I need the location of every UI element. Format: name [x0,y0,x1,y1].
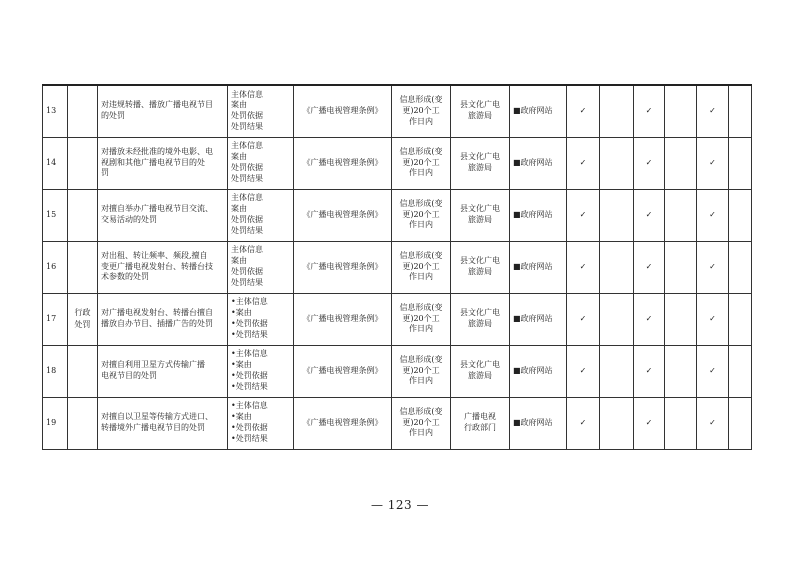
square-bullet-icon: ■ [513,365,521,375]
basis-text: 《广播电视管理条例》 [302,157,383,167]
channel-text: 政府网站 [520,157,553,167]
subject-line: 县文化广电 [460,256,500,266]
table-body [43,85,752,449]
time-line: 作日内 [409,272,433,282]
category-cell [68,189,98,241]
table-row [43,345,752,397]
check-cell [567,85,600,137]
check-cell [729,137,752,189]
table-row [43,137,752,189]
item-line: 对出租、转让频率、频段,擅自 [101,250,208,260]
basis-text: 《广播电视管理条例》 [302,417,383,427]
time-cell [392,345,451,397]
row-number-cell [43,85,68,137]
checkmark-icon: ✓ [579,157,587,167]
subject-line: 县文化广电 [460,152,500,162]
content-line: •案由 [231,360,252,370]
subject-cell [451,345,510,397]
square-bullet-icon: ■ [513,209,521,219]
time-line: 更)20个工 [402,261,440,271]
time-line: 信息形成(变 [399,146,443,156]
subject-line: 广播电视 [464,412,496,422]
content-line: 主体信息 [231,193,263,203]
time-line: 信息形成(变 [399,95,443,105]
subject-line: 旅游局 [468,267,492,276]
row-number: 18 [46,365,57,375]
basis-text: 《广播电视管理条例》 [302,261,383,271]
item-line: 变更广播电视发射台、转播台技 [101,261,213,271]
subject-cell [451,85,510,137]
channel-text: 政府网站 [520,105,553,115]
check-cell [600,293,634,345]
item-cell [98,293,228,345]
subject-line: 旅游局 [468,215,492,224]
check-cell [729,293,752,345]
item-line: 对播放未经批准的境外电影、电 [101,146,213,156]
time-cell [392,85,451,137]
check-cell [665,189,697,241]
check-cell [697,137,729,189]
check-cell [634,241,665,293]
time-line: 作日内 [409,324,433,334]
time-line: 更)20个工 [402,417,440,427]
time-line: 更)20个工 [402,365,440,375]
checkmark-icon: ✓ [579,105,587,115]
basis-cell [294,241,392,293]
check-cell [600,345,634,397]
check-cell [665,137,697,189]
content-line: 案由 [231,152,247,162]
subject-cell [451,241,510,293]
content-line: •处罚依据 [231,423,268,432]
time-line: 更)20个工 [402,209,440,219]
channel-text: 政府网站 [520,365,553,375]
basis-text: 《广播电视管理条例》 [302,313,383,323]
check-cell [697,241,729,293]
channel-text: 政府网站 [520,209,553,219]
check-cell [634,189,665,241]
check-cell [697,189,729,241]
time-cell [392,241,451,293]
item-line: 对擅自以卫星等传输方式进口、 [101,412,213,422]
time-line: 作日内 [409,116,433,126]
item-line: 的处罚 [101,111,125,121]
page-number: — 123 — [370,498,430,512]
check-cell [567,137,600,189]
checkmark-icon: ✓ [709,417,716,427]
basis-cell [294,397,392,449]
subject-line: 县文化广电 [460,204,500,214]
content-line: •主体信息 [231,349,268,359]
checkmark-icon: ✓ [709,261,716,271]
subject-cell [451,397,510,449]
content-line: 案由 [231,256,247,266]
subject-cell [451,137,510,189]
time-cell [392,189,451,241]
content-line: 案由 [231,204,247,214]
subject-line: 县文化广电 [460,360,500,370]
time-line: 信息形成(变 [399,250,443,260]
checkmark-icon: ✓ [579,313,587,323]
time-line: 作日内 [409,220,433,230]
item-line: 罚 [101,168,109,178]
item-cell [98,345,228,397]
row-number: 16 [46,261,57,271]
content-line: 处罚依据 [231,215,263,224]
item-line: 电视节目的处罚 [101,371,157,380]
content-line: 处罚结果 [231,173,263,183]
checkmark-icon: ✓ [645,209,653,219]
subject-line: 县文化广电 [460,100,500,110]
check-cell [729,241,752,293]
category-cell [68,85,98,137]
channel-cell [510,189,567,241]
checkmark-icon: ✓ [645,365,653,375]
time-cell [392,293,451,345]
channel-cell [510,241,567,293]
table-row [43,241,752,293]
content-line: •处罚结果 [231,329,268,339]
square-bullet-icon: ■ [513,261,521,271]
time-line: 更)20个工 [402,313,440,323]
row-number: 15 [46,209,57,219]
time-line: 作日内 [409,428,433,438]
checkmark-icon: ✓ [709,313,716,323]
checkmark-icon: ✓ [645,313,653,323]
check-cell [567,397,600,449]
subject-line: 旅游局 [468,319,492,328]
basis-cell [294,345,392,397]
time-line: 更)20个工 [402,157,440,167]
table-row [43,85,752,137]
checkmark-icon: ✓ [645,417,653,427]
content-line: •主体信息 [231,297,268,307]
content-cell [228,293,294,345]
content-cell [228,189,294,241]
time-line: 信息形成(变 [399,406,443,416]
time-cell [392,397,451,449]
basis-cell [294,137,392,189]
content-line: 处罚依据 [231,111,263,121]
channel-cell [510,137,567,189]
checkmark-icon: ✓ [709,365,716,375]
item-line: 交易活动的处罚 [101,215,157,224]
check-cell [665,241,697,293]
channel-text: 政府网站 [520,417,553,427]
check-cell [697,397,729,449]
category-label: 行政处罚 [74,308,91,329]
content-line: 处罚结果 [231,122,263,132]
disclosure-table [42,84,752,450]
item-line: 转播境外广播电视节目的处罚 [101,423,205,432]
content-line: •处罚依据 [231,319,268,328]
item-line: 对违规转播、播放广播电视节目 [101,100,213,110]
time-line: 信息形成(变 [399,302,443,312]
content-line: •处罚结果 [231,381,268,391]
item-cell [98,85,228,137]
content-line: •案由 [231,308,252,318]
content-cell [228,85,294,137]
check-cell [729,345,752,397]
content-cell [228,137,294,189]
square-bullet-icon: ■ [513,313,521,323]
channel-cell [510,85,567,137]
time-cell [392,137,451,189]
content-line: •主体信息 [231,401,268,411]
check-cell [634,397,665,449]
channel-text: 政府网站 [520,261,553,271]
check-cell [697,85,729,137]
checkmark-icon: ✓ [579,261,587,271]
category-cell [68,137,98,189]
item-line: 对擅自举办广播电视节目交流、 [101,204,213,214]
checkmark-icon: ✓ [645,157,653,167]
check-cell [729,397,752,449]
content-line: 处罚依据 [231,163,263,172]
time-line: 作日内 [409,376,433,386]
time-line: 更)20个工 [402,105,440,115]
check-cell [665,397,697,449]
content-line: •处罚依据 [231,371,268,380]
item-line: 对广播电视发射台、转播台擅自 [101,308,213,318]
content-cell [228,241,294,293]
check-cell [600,397,634,449]
subject-cell [451,189,510,241]
table-row [43,397,752,449]
channel-cell [510,397,567,449]
item-line: 播放自办节目、插播广告的处罚 [101,319,213,328]
time-line: 作日内 [409,168,433,178]
row-number-cell [43,293,68,345]
item-line: 对擅自利用卫星方式传输广播 [101,360,205,370]
checkmark-icon: ✓ [709,105,716,115]
check-cell [634,137,665,189]
time-line: 信息形成(变 [399,354,443,364]
row-number-cell [43,137,68,189]
basis-cell [294,293,392,345]
checkmark-icon: ✓ [579,417,587,427]
square-bullet-icon: ■ [513,157,521,167]
check-cell [567,345,600,397]
time-line: 信息形成(变 [399,198,443,208]
content-line: 主体信息 [231,89,263,99]
subject-line: 旅游局 [468,371,492,380]
row-number: 13 [46,105,57,115]
square-bullet-icon: ■ [513,417,521,427]
check-cell [665,293,697,345]
channel-cell [510,293,567,345]
checkmark-icon: ✓ [709,209,716,219]
check-cell [729,189,752,241]
basis-text: 《广播电视管理条例》 [302,105,383,115]
basis-cell [294,85,392,137]
check-cell [567,189,600,241]
row-number: 19 [46,417,57,427]
check-cell [697,345,729,397]
item-cell [98,397,228,449]
check-cell [600,189,634,241]
category-cell [68,293,98,345]
row-number: 17 [46,313,57,323]
content-line: •案由 [231,412,252,422]
checkmark-icon: ✓ [579,365,587,375]
check-cell [600,137,634,189]
row-number-cell [43,241,68,293]
subject-cell [451,293,510,345]
check-cell [634,85,665,137]
content-line: •处罚结果 [231,433,268,443]
channel-cell [510,345,567,397]
check-cell [600,241,634,293]
check-cell [697,293,729,345]
checkmark-icon: ✓ [709,157,716,167]
table-row [43,293,752,345]
subject-line: 县文化广电 [460,308,500,318]
category-cell [68,397,98,449]
check-cell [567,241,600,293]
checkmark-icon: ✓ [645,105,653,115]
square-bullet-icon: ■ [513,105,521,115]
row-number-cell [43,189,68,241]
subject-line: 行政部门 [464,423,496,432]
basis-text: 《广播电视管理条例》 [302,365,383,375]
subject-line: 旅游局 [468,163,492,172]
row-number-cell [43,345,68,397]
content-line: 处罚结果 [231,225,263,235]
basis-text: 《广播电视管理条例》 [302,209,383,219]
content-line: 处罚依据 [231,267,263,276]
item-cell [98,241,228,293]
check-cell [600,85,634,137]
item-cell [98,137,228,189]
table-row [43,189,752,241]
check-cell [634,345,665,397]
category-cell [68,241,98,293]
content-line: 处罚结果 [231,277,263,287]
item-line: 视剧和其他广播电视节目的处 [101,157,205,167]
item-cell [98,189,228,241]
check-cell [665,345,697,397]
check-cell [634,293,665,345]
basis-cell [294,189,392,241]
row-number-cell [43,397,68,449]
content-cell [228,397,294,449]
content-line: 案由 [231,100,247,110]
checkmark-icon: ✓ [645,261,653,271]
item-line: 术参数的处罚 [101,272,149,282]
channel-text: 政府网站 [520,313,553,323]
check-cell [729,85,752,137]
row-number: 14 [46,157,57,167]
content-cell [228,345,294,397]
subject-line: 旅游局 [468,111,492,121]
category-cell [68,345,98,397]
check-cell [665,85,697,137]
content-line: 主体信息 [231,141,263,151]
check-cell [567,293,600,345]
checkmark-icon: ✓ [579,209,587,219]
content-line: 主体信息 [231,245,263,255]
